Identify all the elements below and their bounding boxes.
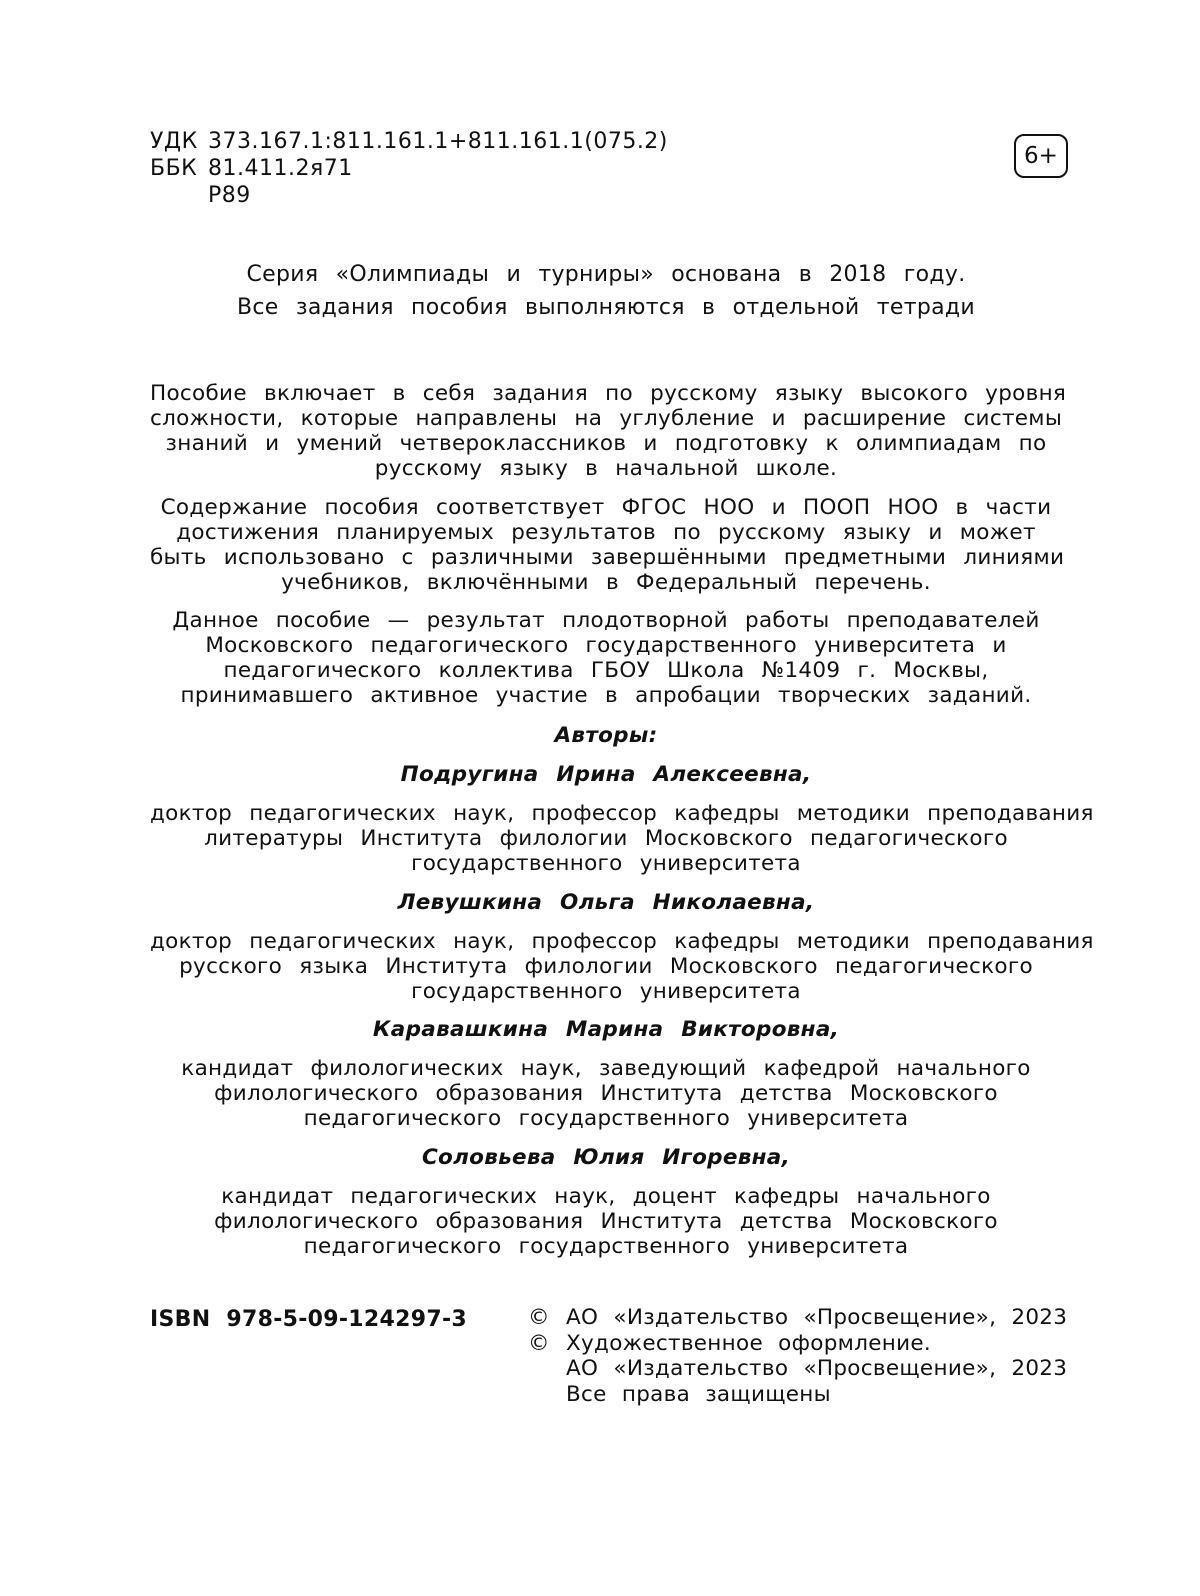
- copyright-icon: ©: [528, 1305, 550, 1330]
- text-line: учебников, включёнными в Федеральный перечень.: [281, 570, 931, 595]
- author-name: Левушкина Ольга Николаевна,: [397, 890, 815, 915]
- rights-reserved: Все права защищены: [566, 1381, 831, 1407]
- text-line: Данное пособие — результат плодотворной работы преподавателей: [172, 608, 1040, 633]
- bbk-value: 81.411.2я71: [208, 156, 353, 181]
- text-line: Содержание пособия соответствует ФГОС НОО и ПООП НОО в части: [160, 495, 1052, 520]
- udk-value: 373.167.1:811.161.1+811.161.1(075.2): [208, 129, 668, 154]
- bbk-row: [150, 155, 668, 182]
- copyright-line: [528, 1382, 1067, 1408]
- text-line: быть использовано с различными завершёнными предметными линиями: [150, 545, 1065, 570]
- copyright-text: Художественное оформление.: [566, 1330, 932, 1356]
- text-line: педагогического коллектива ГБОУ Школа №1409 г. Москвы,: [223, 658, 989, 683]
- udk-row: [150, 128, 668, 155]
- age-rating-badge: 6+: [1014, 134, 1068, 178]
- text-line: филологического образования Института детства Московского: [214, 1081, 998, 1106]
- text-line: принимавшего активное участие в апробации творческих заданий.: [180, 683, 1032, 708]
- copyright-block: [528, 1305, 1067, 1407]
- text-line: педагогического государственного университета: [303, 1234, 909, 1259]
- text-line: русскому языку в начальной школе.: [374, 456, 838, 481]
- text-line: достижения планируемых результатов по русскому языку и может: [176, 520, 1036, 545]
- author-description: [150, 929, 1094, 1004]
- text-line: кандидат филологических наук, заведующий кафедрой начального: [181, 1056, 1031, 1081]
- text-line: Московского педагогического государственного университета и: [205, 633, 1007, 658]
- text-line: педагогического государственного университета: [303, 1106, 909, 1131]
- text-line: филологического образования Института детства Московского: [214, 1209, 998, 1234]
- author-name: Соловьева Юлия Игоревна,: [421, 1145, 791, 1170]
- series-note: [150, 258, 1062, 324]
- author-mark: Р89: [208, 183, 251, 208]
- authors-heading: Авторы:: [554, 723, 658, 748]
- copyright-text: АО «Издательство «Просвещение», 2023: [566, 1305, 1068, 1330]
- text-line: государственного университета: [411, 979, 801, 1004]
- bbk-label: ББК: [150, 156, 198, 181]
- author-name: Каравашкина Марина Викторовна,: [372, 1017, 840, 1042]
- description-paragraph: [150, 608, 1062, 708]
- udk-label: УДК: [150, 129, 198, 154]
- text-line: знаний и умений четвероклассников и подготовку к олимпиадам по: [165, 431, 1047, 456]
- text-line: сложности, которые направлены на углубление и расширение системы: [150, 406, 1063, 431]
- text-line: доктор педагогических наук, профессор кафедры методики преподавания: [150, 801, 1094, 826]
- copyright-line: [528, 1305, 1067, 1331]
- copyright-line: [528, 1331, 1067, 1357]
- text-line: русского языка Института филологии Московского педагогического: [179, 954, 1033, 979]
- description-paragraph: [150, 495, 1065, 595]
- text-line: доктор педагогических наук, профессор кафедры методики преподавания: [150, 929, 1094, 954]
- classification-block: [150, 128, 668, 209]
- text-line: государственного университета: [411, 851, 801, 876]
- author-name: Подругина Ирина Алексеевна,: [400, 762, 812, 787]
- isbn: ISBN 978-5-09-124297-3: [150, 1307, 467, 1332]
- author-description: [150, 1056, 1062, 1131]
- series-line: Все задания пособия выполняются в отдельной тетради: [236, 295, 976, 320]
- description-paragraph: [150, 381, 1067, 481]
- copyright-text: АО «Издательство «Просвещение», 2023: [566, 1356, 1068, 1381]
- text-line: Пособие включает в себя задания по русскому языку высокого уровня: [150, 381, 1067, 406]
- author-description: [150, 1184, 1062, 1259]
- copyright-icon: ©: [528, 1330, 550, 1356]
- copyright-line: [528, 1356, 1067, 1382]
- author-description: [150, 801, 1094, 876]
- text-line: литературы Института филологии Московского педагогического: [204, 826, 1008, 851]
- series-line: Серия «Олимпиады и турниры» основана в 2018 году.: [246, 262, 966, 287]
- text-line: кандидат педагогических наук, доцент кафедры начального: [221, 1184, 991, 1209]
- author-mark-row: [150, 182, 668, 209]
